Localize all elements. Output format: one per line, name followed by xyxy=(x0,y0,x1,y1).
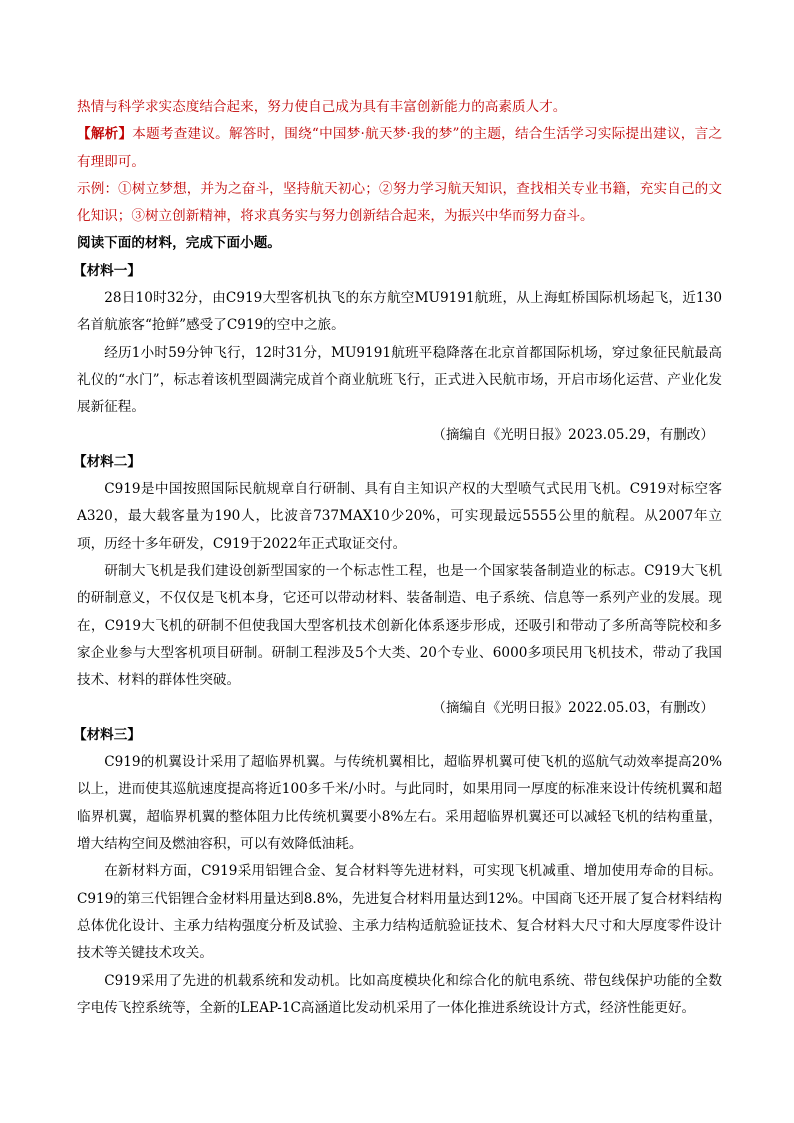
material-1-heading: 【材料一】 xyxy=(73,262,141,279)
material-2-source: （摘编自《光明日报》2022.05.03，有删改） xyxy=(432,699,714,716)
analysis-text: 本题考查建议。解答时，围绕“中国梦·航天梦·我的梦”的主题，结合生活学习实际提出建议，言之有理即可。 xyxy=(77,126,723,170)
material-2-paragraph: C919是中国按照国际民航规章自行研制、具有自主知识产权的大型喷气式民用飞机。C919对标空客A320，最大载客量为190人，比波音737MAX10少20%，可实现最远5555公里的航程。从2007年立项，历经十多年研发，C919于2022年正式取证交付。 xyxy=(77,481,722,552)
material-3-paragraph: C919的机翼设计采用了超临界机翼。与传统机翼相比，超临界机翼可使飞机的巡航气动效率提高20%以上，进而使其巡航速度提高将近100多千米/小时。与此同时，如果用同一厚度的标准来设计传统机翼和超临界机翼，超临界机翼的整体阻力比传统机翼要小8%左右。采用超临界机翼还可以减轻飞机的结构重量，增大结构空间及燃油容积，可以有效降低油耗。 xyxy=(77,754,722,853)
material-1-source: （摘编自《光明日报》2023.05.29，有删改） xyxy=(432,426,714,443)
material-1-paragraph: 28日10时32分，由C919大型客机执飞的东方航空MU9191航班，从上海虹桥国际机场起飞，近130名首航旅客“抢鲜”感受了C919的空中之旅。 xyxy=(77,290,722,334)
material-3-paragraph: C919采用了先进的机载系统和发动机。比如高度模块化和综合化的航电系统、带包线保护功能的全数字电传飞控系统等，全新的LEAP-1C高涵道比发动机采用了一体化推进系统设计方式，经济性能更好。 xyxy=(77,972,722,1016)
reading-instruction: 阅读下面的材料，完成下面小题。 xyxy=(77,235,281,252)
material-3-heading: 【材料三】 xyxy=(73,726,141,743)
material-1-paragraph: 经历1小时59分钟飞行，12时31分，MU9191航班平稳降落在北京首都国际机场，穿过象征民航最高礼仪的“水门”，标志着该机型圆满完成首个商业航班飞行，正式进入民航市场，开启市场化运营、产业化发展新征程。 xyxy=(77,344,722,416)
answer-tail: 热情与科学求实态度结合起来，努力使自己成为具有丰富创新能力的高素质人才。 xyxy=(77,99,567,115)
analysis-paragraph xyxy=(77,121,722,176)
document-page xyxy=(73,94,723,1022)
material-3-paragraph: 在新材料方面，C919采用铝锂合金、复合材料等先进材料，可实现飞机减重、增加使用寿命的目标。C919的第三代铝锂合金材料用量达到8.8%，先进复合材料用量达到12%。中国商飞还开展了复合材料结构总体优化设计、主承力结构强度分析及试验、主承力结构适航验证技术、复合材料大尺寸和大厚度零件设计技术等关键技术攻关。 xyxy=(77,863,722,962)
material-2-heading: 【材料二】 xyxy=(73,453,141,470)
material-2-paragraph: 研制大飞机是我们建设创新型国家的一个标志性工程，也是一个国家装备制造业的标志。C919大飞机的研制意义，不仅仅是飞机本身，它还可以带动材料、装备制造、电子系统、信息等一系列产业的发展。现在，C919大飞机的研制不但使我国大型客机技术创新化体系逐步形成，还吸引和带动了多所高等院校和多家企业参与大型客机项目研制。研制工程涉及5个大类、20个专业、6000多项民用飞机技术，带动了我国技术、材料的群体性突破。 xyxy=(77,563,722,689)
example-answer: 示例：①树立梦想，并为之奋斗，坚持航天初心；②努力学习航天知识，查找相关专业书籍，充实自己的文化知识；③树立创新精神，将求真务实与努力创新结合起来，为振兴中华而努力奋斗。 xyxy=(77,180,722,225)
analysis-tag: 【解析】 xyxy=(77,126,133,143)
